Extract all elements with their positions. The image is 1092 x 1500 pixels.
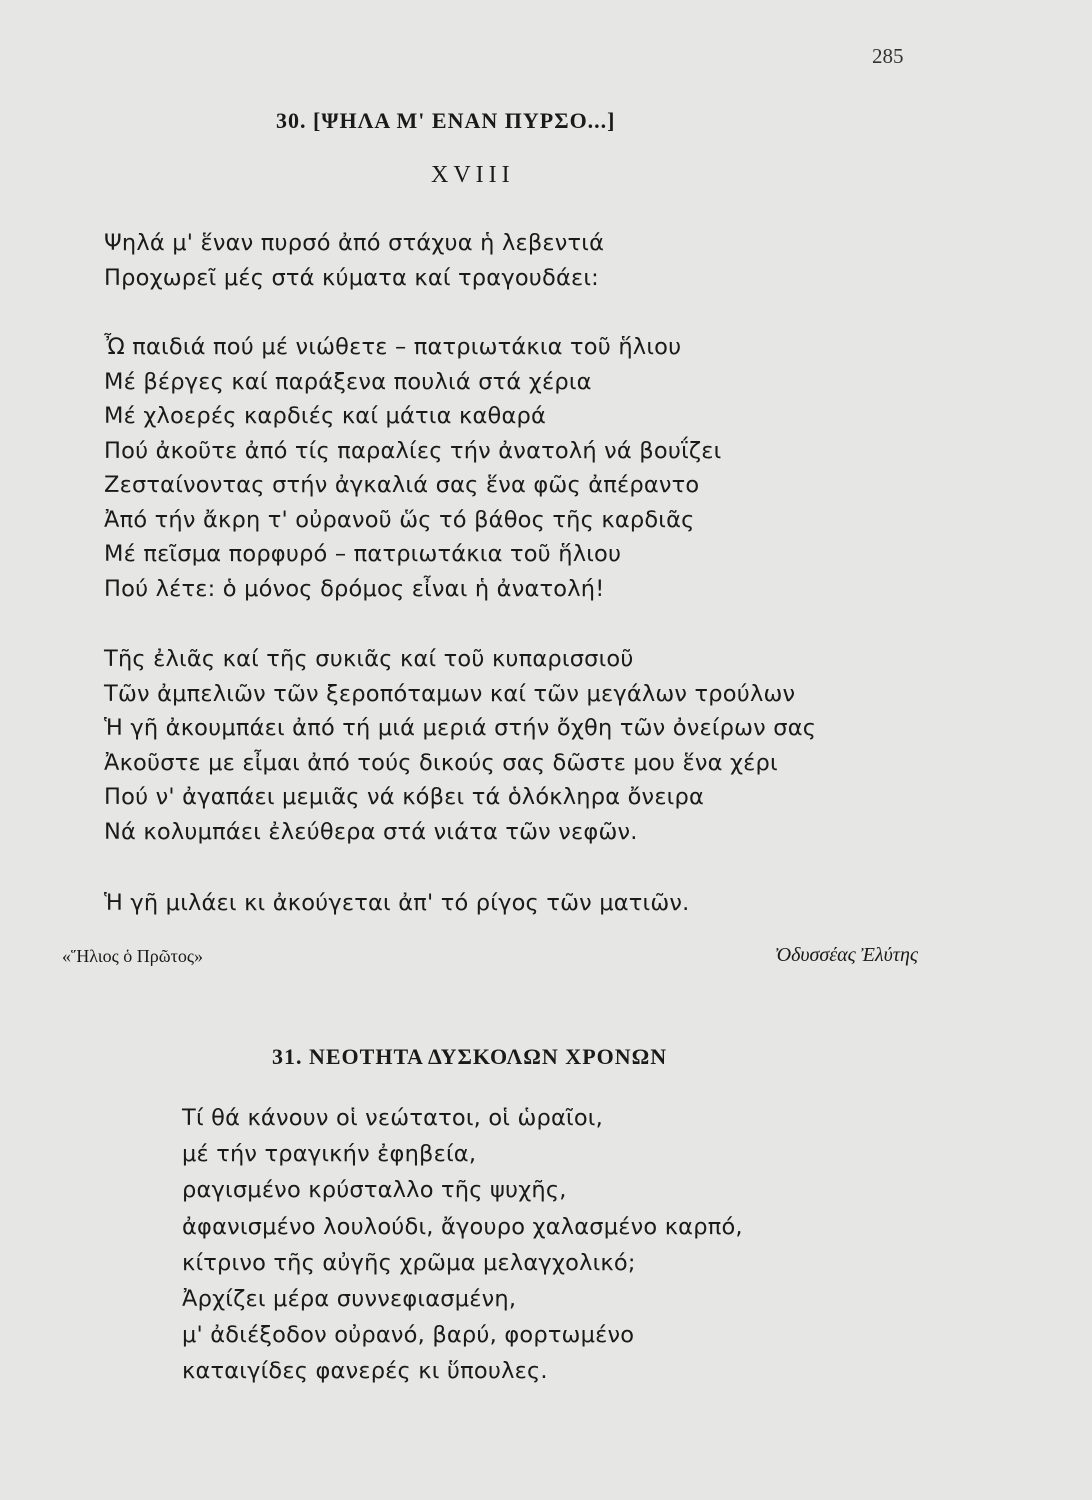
verse-line: μ' ἀδιέξοδον οὐρανό, βαρύ, φορτωμένο	[182, 1322, 635, 1349]
verse-line: Ζεσταίνοντας στήν ἀγκαλιά σας ἕνα φῶς ἀπέραντο	[104, 472, 700, 498]
poem-31-title: 31. ΝΕΟΤΗΤΑ ΔΥΣΚΟΛΩΝ ΧΡΟΝΩΝ	[272, 1044, 668, 1069]
verse-line: ἀφανισμένο λουλούδι, ἄγουρο χαλασμένο καρπό,	[182, 1213, 743, 1240]
poem-30-source: «Ἥλιος ὁ Πρῶτος»	[62, 946, 203, 966]
poem-30-author: Ὀδυσσέας Ἐλύτης	[774, 944, 918, 966]
verse-line: μέ τήν τραγικήν ἐφηβεία,	[182, 1141, 477, 1168]
verse-line: Πού ἀκοῦτε ἀπό τίς παραλίες τήν ἀνατολή νά βουΐζει	[104, 437, 722, 464]
verse-line: Τῶν ἀμπελιῶν τῶν ξεροπόταμων καί τῶν μεγάλων τρούλων	[104, 680, 796, 707]
page-number: 285	[872, 44, 904, 68]
verse-line: Νά κολυμπάει ἐλεύθερα στά νιάτα τῶν νεφῶν.	[104, 818, 638, 845]
poem-31-stanza	[182, 1100, 743, 1390]
poem-30-stanza-1	[104, 226, 604, 295]
verse-line: Ἀρχίζει μέρα συννεφιασμένη,	[182, 1286, 517, 1313]
verse-line: Ἡ γῆ ἀκουμπάει ἀπό τή μιά μεριά στήν ὄχθη τῶν ὀνείρων σας	[104, 715, 817, 741]
verse-line: καταιγίδες φανερές κι ὕπουλες.	[182, 1358, 548, 1385]
poem-30-title: 30. [ΨΗΛΑ Μ' ΕΝΑΝ ΠΥΡΣΟ...]	[276, 108, 616, 133]
verse-line: Ψηλά μ' ἕναν πυρσό ἀπό στάχυα ἡ λεβεντιά	[104, 230, 605, 256]
verse-line: Μέ χλοερές καρδιές καί μάτια καθαρά	[104, 403, 546, 429]
verse-line: Μέ βέργες καί παράξενα πουλιά στά χέρια	[104, 368, 592, 395]
verse-line: Τί θά κάνουν οἱ νεώτατοι, οἱ ὡραῖοι,	[182, 1105, 603, 1131]
verse-line: Πού λέτε: ὁ μόνος δρόμος εἶναι ἡ ἀνατολή!	[104, 575, 605, 602]
verse-line: Ὦ παιδιά πού μέ νιώθετε – πατριωτάκια τοῦ ἥλιου	[104, 334, 682, 360]
verse-line: Ἡ γῆ μιλάει κι ἀκούγεται ἀπ' τό ρίγος τῶν ματιῶν.	[104, 890, 690, 916]
poem-30-stanza-2	[104, 330, 721, 606]
verse-line: Μέ πεῖσμα πορφυρό – πατριωτάκια τοῦ ἥλιου	[104, 541, 622, 567]
poem-30-stanza-3	[104, 642, 816, 849]
verse-line: Πού ν' ἀγαπάει μεμιᾶς νά κόβει τά ὁλόκληρα ὄνειρα	[104, 784, 705, 810]
poem-30-subtitle: XVIII	[431, 162, 515, 188]
verse-line: Ἀπό τήν ἄκρη τ' οὐρανοῦ ὥς τό βάθος τῆς καρδιᾶς	[104, 506, 695, 533]
verse-line: Ἀκοῦστε με εἶμαι ἀπό τούς δικούς σας δῶστε μου ἕνα χέρι	[104, 749, 778, 776]
verse-line: ραγισμένο κρύσταλλο τῆς ψυχῆς,	[182, 1177, 567, 1204]
verse-line: κίτρινο τῆς αὐγῆς χρῶμα μελαγχολικό;	[182, 1249, 636, 1276]
verse-line: Τῆς ἐλιᾶς καί τῆς συκιᾶς καί τοῦ κυπαρισσιοῦ	[104, 646, 634, 672]
poem-30-stanza-4	[104, 886, 690, 921]
verse-line: Προχωρεῖ μές στά κύματα καί τραγουδάει:	[104, 264, 599, 291]
